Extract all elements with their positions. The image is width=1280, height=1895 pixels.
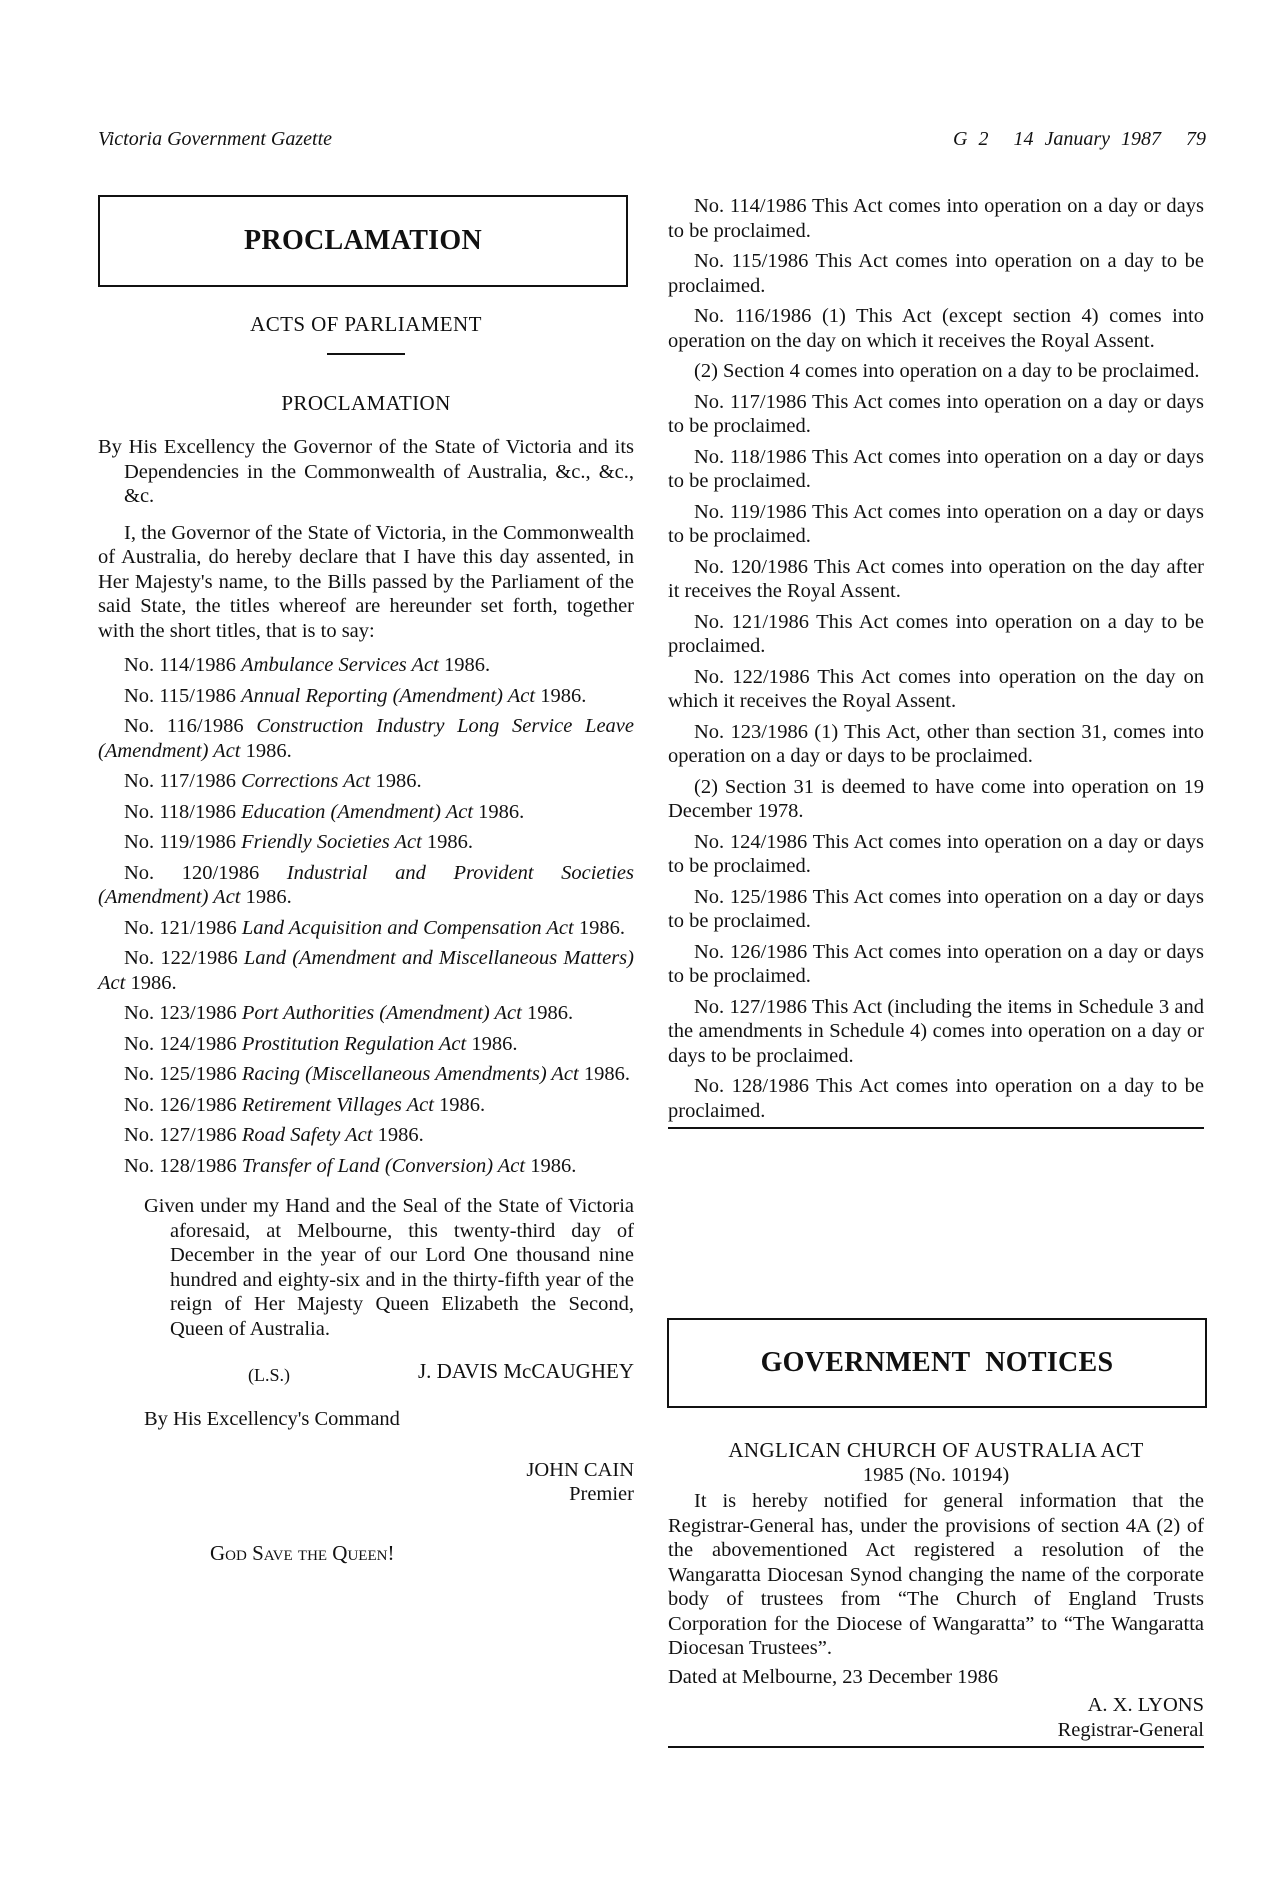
signature-block [98,1359,634,1393]
act-item: No. 116/1986 Construction Industry Long Service Leave (Amendment) Act 1986. [98,715,634,762]
premier-name: JOHN CAIN [526,1458,634,1481]
proclamation-box-title: PROCLAMATION [244,225,482,256]
signatory-title: Registrar-General [1057,1718,1204,1741]
act-item: No. 118/1986 Education (Amendment) Act 1986. [124,800,525,823]
commencement-item: No. 118/1986 This Act comes into operation on a day or days to be proclaimed. [668,445,1204,492]
act-item: No. 124/1986 Prostitution Regulation Act 1986. [124,1032,518,1055]
proclamation-box [98,195,628,287]
declaration: I, the Governor of the State of Victoria, in the Commonwealth of Australia, do hereby declare that I have this day assented, in Her Majesty's name, to the Bills passed by the Parliament of the said State, the titles whereof are hereunder set forth, together with the short titles, that is to say: [98,521,634,642]
commencement-item: No. 114/1986 This Act comes into operation on a day or days to be proclaimed. [668,195,1204,242]
commencement-item: No. 128/1986 This Act comes into operation on a day to be proclaimed. [668,1075,1204,1122]
act-item: No. 120/1986 Industrial and Provident Societies (Amendment) Act 1986. [98,861,634,908]
commencement-item: (2) Section 4 comes into operation on a day to be proclaimed. [694,360,1200,382]
acts-heading: ACTS OF PARLIAMENT [250,312,482,336]
seal-mark: (L.S.) [248,1365,290,1385]
act-item: No. 115/1986 Annual Reporting (Amendment) Act 1986. [124,684,587,707]
notice-end-rule [668,1746,1204,1748]
act-item: No. 123/1986 Port Authorities (Amendment) Act 1986. [124,1002,574,1024]
commencement-item: No. 121/1986 This Act comes into operation on a day to be proclaimed. [668,610,1204,657]
act-item: No. 127/1986 Road Safety Act 1986. [124,1124,424,1146]
signatory-name: A. X. LYONS [1087,1694,1204,1716]
commencement-item: No. 127/1986 This Act (including the items in Schedule 3 and the amendments in Schedule 4) comes into operation on a day or days to be proclaimed. [668,995,1204,1067]
government-notices-box [667,1318,1207,1408]
proclamation-column [98,312,634,1565]
notice-dated: Dated at Melbourne, 23 December 1986 [668,1665,999,1688]
issue-date: 14 January 1987 [1013,128,1161,150]
act-item: No. 126/1986 Retirement Villages Act 1986. [124,1093,486,1116]
given-under-hand: Given under my Hand and the Seal of the State of Victoria aforesaid, at Melbourne, this twenty-third day of December in the year of our Lord One thousand nine hundred and eighty-six and in the thirty-fifth year of the reign of Her Majesty Queen Elizabeth the Second, Queen of Australia. [144,1195,634,1340]
act-item: No. 121/1986 Land Acquisition and Compensation Act 1986. [124,916,625,939]
governor-name: J. DAVIS McCAUGHEY [417,1359,634,1383]
commencement-item: No. 124/1986 This Act comes into operation on a day or days to be proclaimed. [668,830,1204,877]
running-header [98,128,1206,158]
notice-heading-line2: 1985 (No. 10194) [862,1463,1010,1486]
page-number: 79 [1186,128,1206,150]
issue-info [939,128,1206,151]
proclamation-subheading: PROCLAMATION [281,390,451,415]
commencement-item: No. 126/1986 This Act comes into operation on a day or days to be proclaimed. [668,940,1204,987]
preamble: By His Excellency the Governor of the State of Victoria and its Dependencies in the Commonwealth of Australia, &c., &c., &c. [98,436,634,507]
notice-body: It is hereby notified for general information that the Registrar-General has, under the provisions of section 4A (2) of the abovementioned Act registered a resolution of the Wangaratta Diocesan Synod changing the name of the corporate body of trustees from “The Church of England Trusts Corporation for the Diocese of Wangaratta” to “The Wangaratta Diocesan Trustees”. [668,1490,1204,1659]
command-line: By His Excellency's Command [144,1408,400,1430]
premier-title: Premier [569,1483,634,1505]
commencement-column [668,194,1204,1129]
closing-salutation: God Save the Queen! [210,1540,395,1565]
commencement-item: (2) Section 31 is deemed to have come into operation on 19 December 1978. [668,775,1204,822]
commencement-item: No. 123/1986 (1) This Act, other than section 31, comes into operation on a day or days to be proclaimed. [668,720,1204,767]
commencement-item: No. 122/1986 This Act comes into operation on the day on which it receives the Royal Assent. [668,665,1204,712]
government-notices-title: GOVERNMENT NOTICES [760,1347,1114,1378]
issue-number: G 2 [953,128,989,150]
acts-list [98,653,634,1178]
act-item: No. 128/1986 Transfer of Land (Conversion) Act 1986. [124,1154,577,1177]
commencement-item: No. 115/1986 This Act comes into operation on a day to be proclaimed. [668,250,1204,297]
act-item: No. 114/1986 Ambulance Services Act 1986. [124,654,491,676]
act-item: No. 117/1986 Corrections Act 1986. [124,770,422,792]
notice-heading-line1: ANGLICAN CHURCH OF AUSTRALIA ACT [728,1438,1144,1462]
short-divider [327,353,405,355]
act-item: No. 125/1986 Racing (Miscellaneous Amendments) Act 1986. [124,1063,630,1085]
publication-title: Victoria Government Gazette [98,128,333,150]
commencement-item: No. 116/1986 (1) This Act (except section 4) comes into operation on the day on which it receives the Royal Assent. [668,305,1204,352]
commencement-item: No. 120/1986 This Act comes into operation on the day after it receives the Royal Assent. [668,555,1204,602]
act-item: No. 119/1986 Friendly Societies Act 1986. [124,831,474,853]
premier-signature [98,1458,634,1507]
act-item: No. 122/1986 Land (Amendment and Miscellaneous Matters) Act 1986. [98,947,634,994]
commencement-item: No. 125/1986 This Act comes into operation on a day or days to be proclaimed. [668,885,1204,932]
notice-column [668,1438,1204,1748]
section-divider [668,1127,1204,1129]
commencement-item: No. 119/1986 This Act comes into operation on a day or days to be proclaimed. [668,500,1204,547]
notice-signature [668,1693,1204,1742]
commencement-item: No. 117/1986 This Act comes into operation on a day or days to be proclaimed. [668,390,1204,437]
